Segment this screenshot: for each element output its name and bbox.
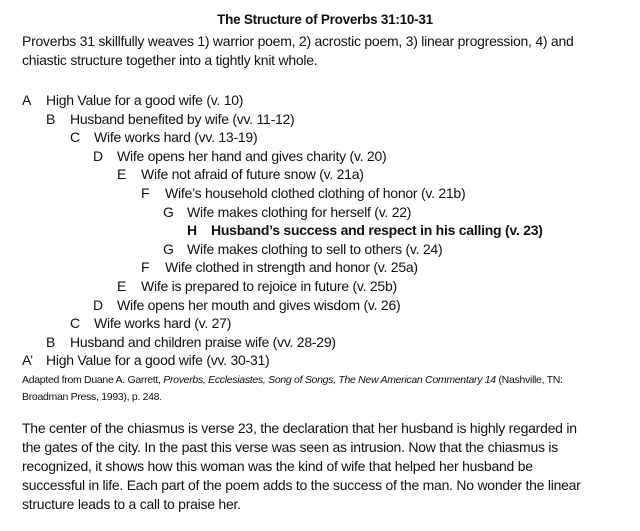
outline-text: Husband and children praise wife (vv. 28-29): [70, 333, 336, 350]
outline-text: High Value for a good wife (vv. 30-31): [46, 352, 270, 369]
citation-prefix: Adapted from Duane A. Garrett,: [22, 374, 164, 386]
outline-item: [187, 221, 543, 239]
intro-line: chiastic structure together into a tightly knit whole.: [22, 52, 318, 68]
outline-text: Wife works hard (v. 27): [94, 315, 232, 332]
conclusion-line: successful in life. Each part of the poem adds to the success of the man. No wonder the linear: [22, 477, 581, 493]
citation-title: Proverbs, Ecclesiastes, Song of Songs, The New American Commentary 14: [163, 374, 496, 386]
outline-letter: G: [163, 203, 174, 220]
outline-item: [93, 147, 386, 165]
outline-letter: C: [70, 315, 80, 332]
citation-suffix: (Nashville, TN:: [495, 374, 563, 386]
outline-item: [117, 277, 397, 295]
outline-text: Wife not afraid of future snow (v. 21a): [141, 166, 364, 183]
conclusion-line: recognized, it shows how this woman was the kind of wife that helped her husband be: [22, 458, 533, 474]
outline-item: [22, 351, 269, 369]
outline-text: High Value for a good wife (v. 10): [46, 92, 244, 108]
outline-letter: G: [163, 240, 174, 257]
outline-text: Wife opens her hand and gives charity (v. 20): [117, 147, 387, 164]
outline-text: Wife makes clothing to sell to others (v. 24): [187, 240, 443, 257]
outline-text: Husband benefited by wife (vv. 11-12): [70, 110, 295, 127]
outline-text: Wife’s household clothed clothing of honor (v. 21b): [165, 185, 466, 201]
outline-text: Wife works hard (vv. 13-19): [94, 129, 258, 146]
outline-text: Wife clothed in strength and honor (v. 25a): [165, 259, 418, 276]
outline-item: [163, 240, 442, 258]
outline-text: Wife is prepared to rejoice in future (v. 25b): [141, 278, 397, 294]
outline-letter: D: [93, 296, 103, 313]
outline-item: [163, 203, 411, 221]
conclusion-line: structure leads to a call to praise her.: [22, 496, 241, 512]
outline-item: [22, 91, 243, 109]
outline-text: Husband’s success and respect in his calling (v. 23): [211, 222, 543, 239]
outline-item: [117, 165, 364, 183]
outline-letter: B: [46, 333, 56, 350]
outline-letter: A’: [22, 352, 33, 369]
outline-letter: B: [46, 110, 56, 127]
conclusion-line: The center of the chiasmus is verse 23, the declaration that her husband is highly regarded in: [22, 420, 577, 436]
outline-item: [141, 258, 418, 276]
citation: [22, 371, 563, 389]
intro-line: Proverbs 31 skillfully weaves 1) warrior poem, 2) acrostic poem, 3) linear progression, 4) and: [22, 33, 574, 49]
outline-item: [46, 110, 294, 128]
citation-line2: Broadman Press, 1993), p. 248.: [22, 391, 162, 403]
outline-item: [93, 296, 400, 314]
conclusion-line: the gates of the city. In the past this verse was seen as intrusion. Now that the chiasmus is: [22, 439, 558, 455]
outline-letter: D: [93, 147, 103, 164]
outline-letter: E: [117, 166, 127, 183]
outline-text: Wife opens her mouth and gives wisdom (v. 26): [117, 296, 401, 313]
outline-item: [141, 184, 465, 202]
outline-item: [46, 333, 336, 351]
outline-letter: H: [187, 222, 197, 239]
outline-item: [70, 314, 231, 332]
outline-letter: E: [117, 278, 127, 294]
outline-item: [70, 128, 257, 146]
outline-letter: F: [141, 185, 150, 201]
outline-letter: C: [70, 129, 80, 146]
page-title: The Structure of Proverbs 31:10-31: [217, 12, 433, 27]
outline-text: Wife makes clothing for herself (v. 22): [187, 203, 412, 220]
outline-letter: A: [22, 92, 32, 108]
outline-letter: F: [141, 259, 150, 276]
